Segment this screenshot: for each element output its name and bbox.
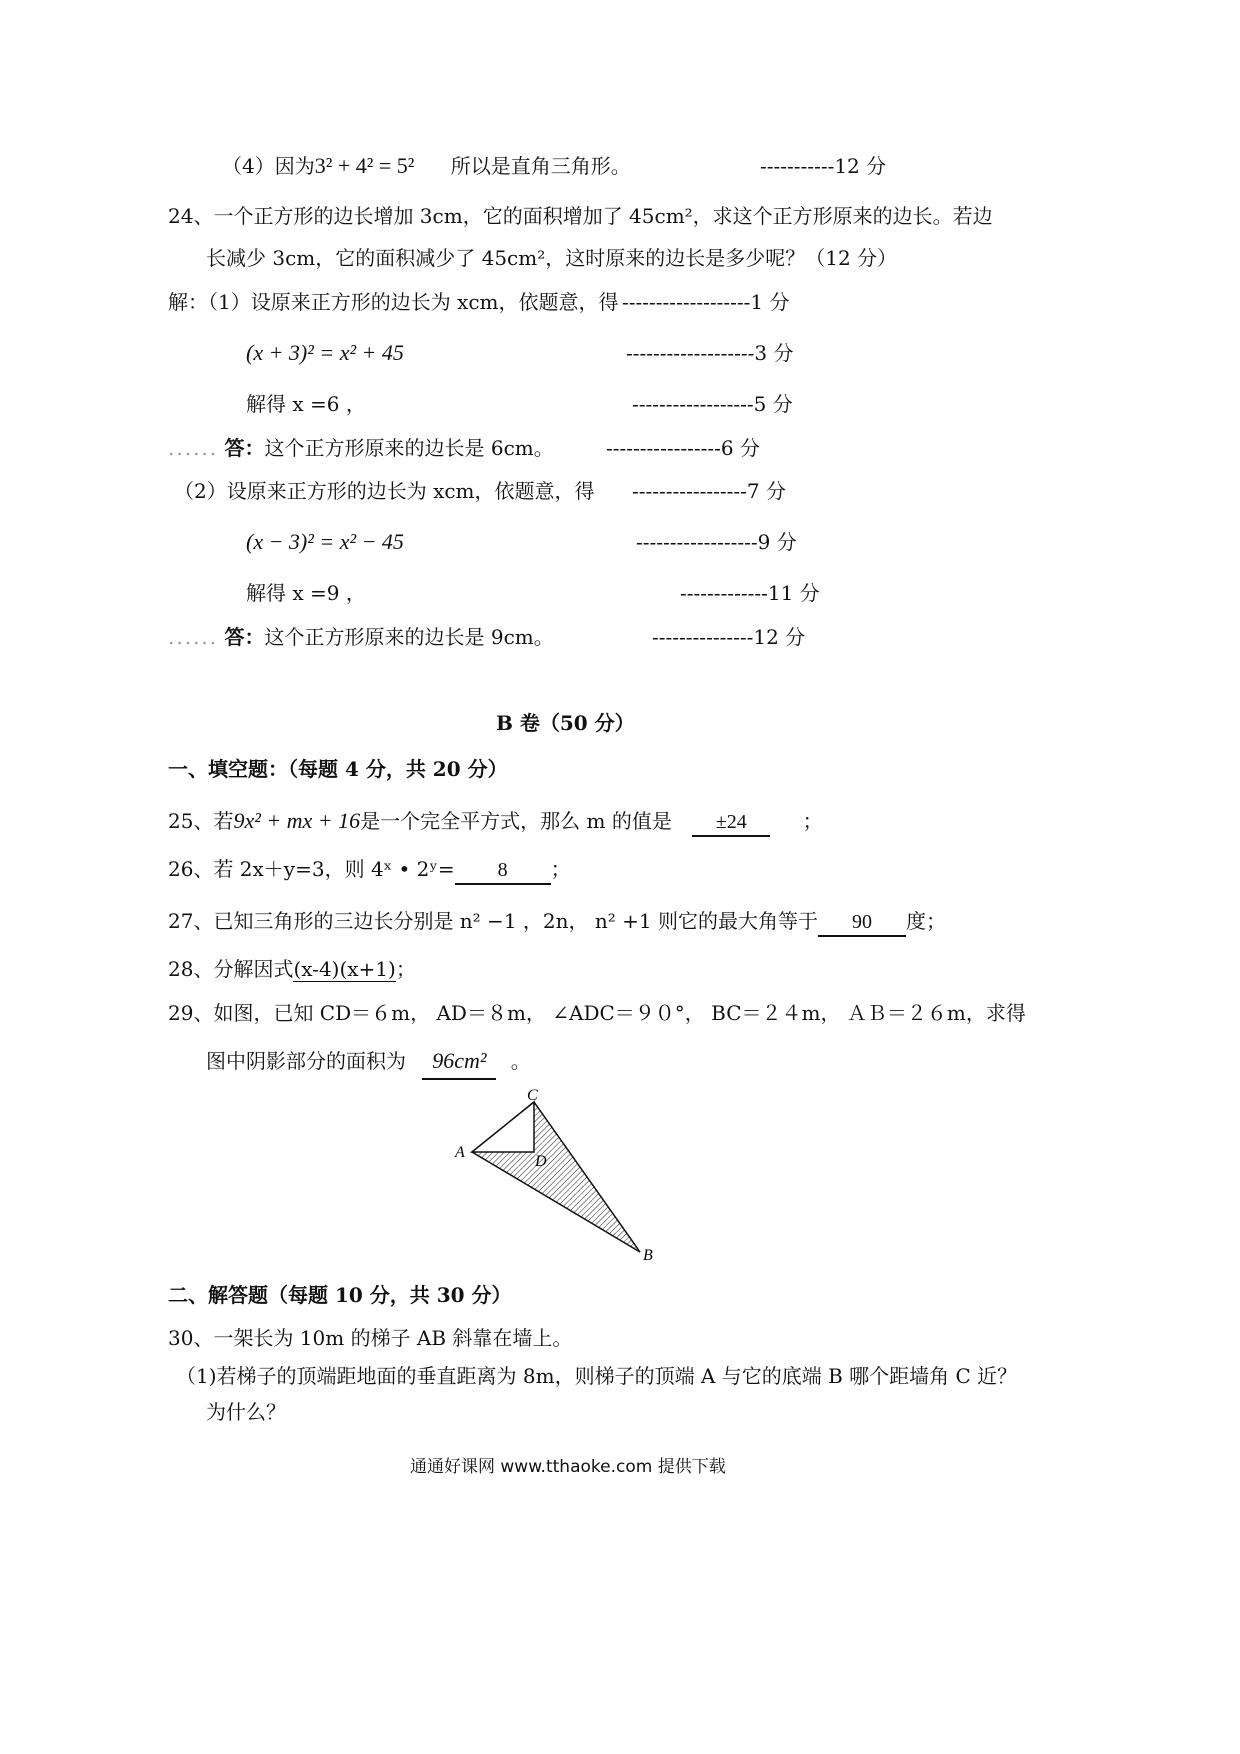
pythagorean-equation: 3² + 4² = 5² bbox=[314, 153, 415, 178]
q24-solution2-score: -------------11 分 bbox=[680, 581, 820, 605]
answer1-prefix: 答： bbox=[224, 436, 265, 460]
step-4-conclusion: 所以是直角三角形。 bbox=[450, 154, 631, 178]
label-a: A bbox=[455, 1144, 465, 1161]
q30-line1: 30、一架长为 10m 的梯子 AB 斜靠在墙上。 bbox=[168, 1326, 573, 1350]
q28 bbox=[168, 956, 416, 982]
q25-text: 是一个完全平方式，那么 m 的值是 bbox=[360, 809, 672, 833]
q26-answer: 8 bbox=[455, 857, 551, 885]
q24-step1: 解：（1）设原来正方形的边长为 xcm，依题意，得 bbox=[168, 290, 619, 314]
q24-solution1-score: ------------------5 分 bbox=[632, 392, 793, 416]
q30-line3: 为什么？ bbox=[206, 1400, 286, 1424]
q25 bbox=[168, 808, 823, 837]
section-b-title: B 卷（50 分） bbox=[496, 711, 635, 735]
q24-step2: （2）设原来正方形的边长为 xcm，依题意，得 bbox=[174, 479, 595, 503]
triangle-acd bbox=[472, 1102, 534, 1152]
q24-answer2-score: ---------------12 分 bbox=[652, 625, 806, 649]
footer-text: 通通好课网 www.tthaoke.com 提供下载 bbox=[410, 1457, 726, 1477]
q29-text: 图中阴影部分的面积为 bbox=[206, 1049, 406, 1073]
triangle-figure bbox=[440, 1086, 680, 1266]
leader-dots: ...... bbox=[168, 436, 219, 460]
q24-line1: 24、一个正方形的边长增加 3cm，它的面积增加了 45cm²，求这个正方形原来的边长。若边 bbox=[168, 204, 993, 228]
q28-text: 28、分解因式 bbox=[168, 957, 294, 981]
q29-end: 。 bbox=[510, 1049, 531, 1073]
q27 bbox=[168, 908, 946, 937]
q25-prefix: 25、若 bbox=[168, 809, 234, 833]
step-4-text: （4）因为 bbox=[222, 154, 315, 178]
q26-end: ； bbox=[550, 857, 571, 881]
label-c: C bbox=[527, 1087, 538, 1104]
q24-solution2: 解得 x =9 ， bbox=[246, 581, 366, 605]
q28-answer: (x-4)(x+1) bbox=[293, 957, 396, 981]
q27-end: 度； bbox=[905, 909, 946, 933]
part1-heading: 一、填空题：（每题 4 分，共 20 分） bbox=[168, 757, 508, 781]
q28-end: ； bbox=[395, 957, 416, 981]
q27-text: 27、已知三角形的三边长分别是 n² −1 ，2n， n² +1 则它的最大角等于 bbox=[168, 909, 818, 933]
step-4-score: -----------12 分 bbox=[760, 154, 887, 178]
leader-dots: ...... bbox=[168, 625, 219, 649]
q25-end: ； bbox=[802, 809, 823, 833]
q29-line2 bbox=[206, 1048, 531, 1080]
q24-equation2: (x − 3)² = x² − 45 bbox=[246, 529, 404, 554]
q26-text: 26、若 2x＋y=3，则 4ˣ • 2ʸ= bbox=[168, 857, 455, 881]
q25-answer: ±24 bbox=[692, 809, 770, 837]
answer2-text: 这个正方形原来的边长是 9cm。 bbox=[264, 625, 554, 649]
q30-line2: （1)若梯子的顶端距地面的垂直距离为 8m，则梯子的顶端 A 与它的底端 B 哪个距墙角 C 近？ bbox=[176, 1364, 1018, 1388]
q29-answer: 96cm² bbox=[422, 1048, 496, 1080]
q24-equation1-score: -------------------3 分 bbox=[626, 341, 794, 365]
q24-equation1: (x + 3)² = x² + 45 bbox=[246, 340, 404, 365]
step-4-line bbox=[222, 153, 631, 179]
q29-line1: 29、如图，已知 CD＝６m， AD＝８m， ∠ADC＝９０°， BC＝２４m， ＡＢ＝２６m，求得 bbox=[168, 1001, 1026, 1025]
q24-answer1 bbox=[168, 435, 554, 461]
answer1-text: 这个正方形原来的边长是 6cm。 bbox=[264, 436, 554, 460]
q24-answer1-score: -----------------6 分 bbox=[606, 436, 760, 460]
answer2-prefix: 答： bbox=[224, 625, 265, 649]
q24-solution1: 解得 x =6 ， bbox=[246, 392, 366, 416]
label-d: D bbox=[535, 1153, 547, 1170]
q24-step1-score: -------------------1 分 bbox=[622, 290, 790, 314]
shaded-triangle-abc bbox=[472, 1102, 640, 1252]
q24-answer2 bbox=[168, 624, 554, 650]
label-b: B bbox=[643, 1247, 653, 1264]
q25-expression: 9x² + mx + 16 bbox=[233, 808, 361, 833]
q26 bbox=[168, 856, 571, 885]
part2-heading: 二、解答题（每题 10 分，共 30 分） bbox=[168, 1283, 512, 1307]
q27-answer: 90 bbox=[818, 909, 906, 937]
q24-step2-score: -----------------7 分 bbox=[632, 479, 786, 503]
q24-line2: 长减少 3cm，它的面积减少了 45cm²，这时原来的边长是多少呢？（12 分） bbox=[206, 246, 898, 270]
q24-equation2-score: ------------------9 分 bbox=[636, 530, 797, 554]
